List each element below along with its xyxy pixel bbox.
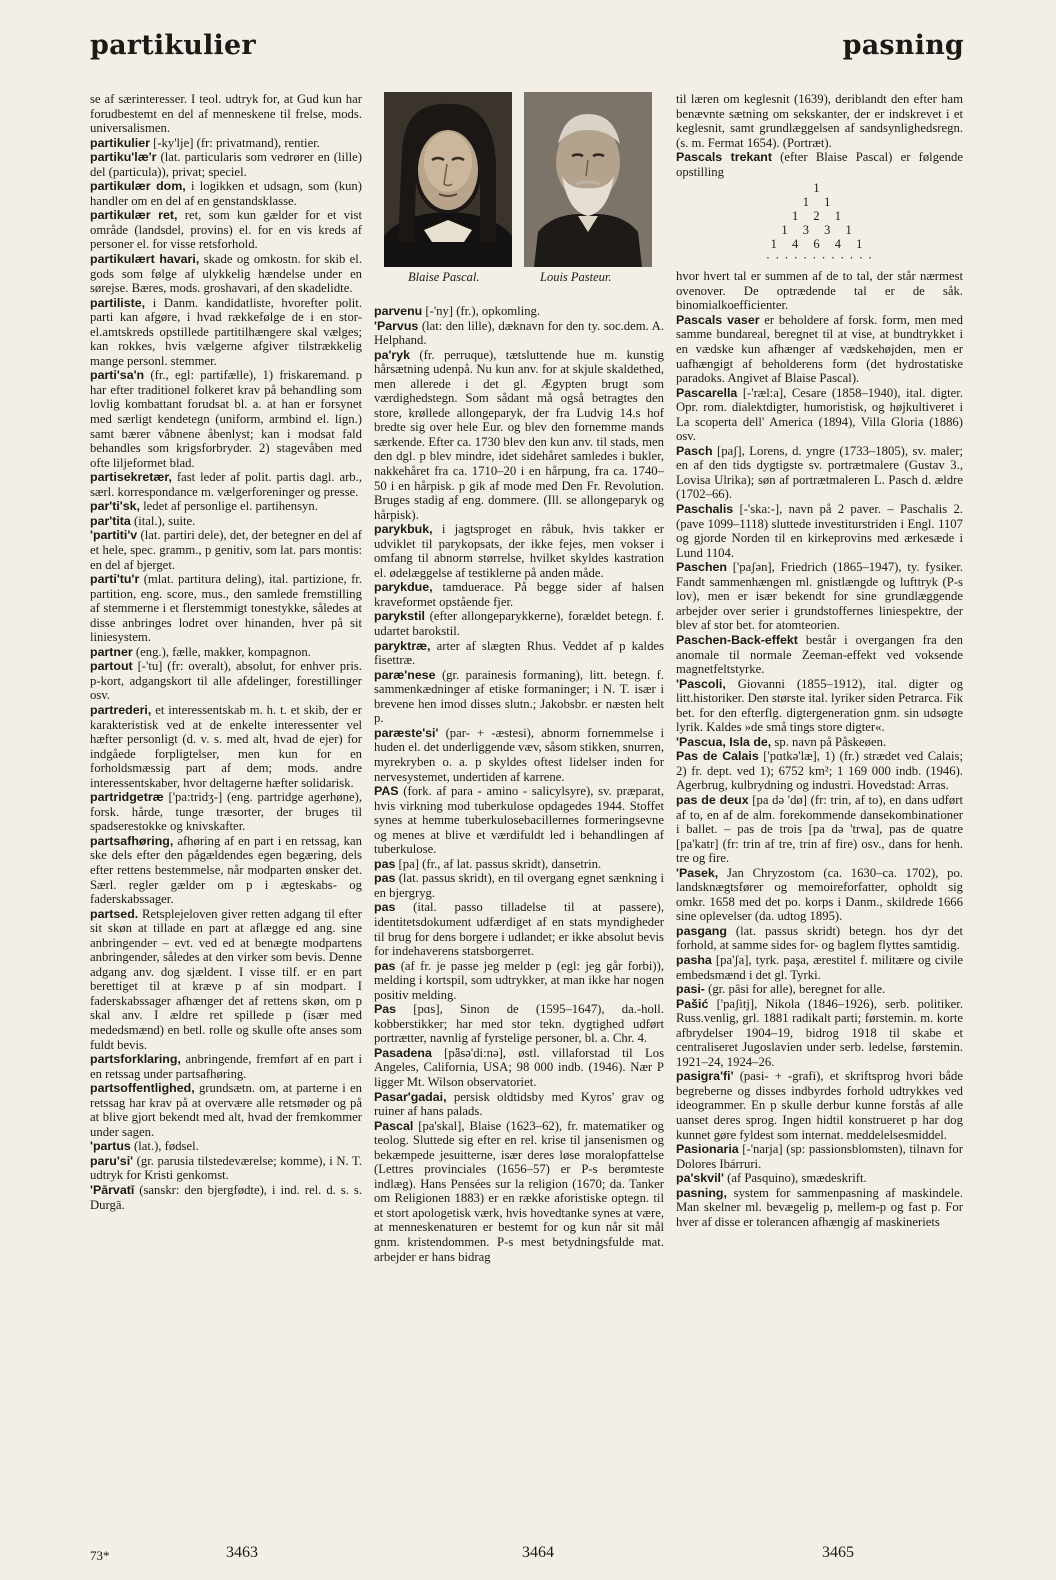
entry-definition: et interessentskab m. h. t. et skib, der er karakteristisk ved at de enkelte interessenter vel hæfter personligt (d. v. s. med alt, hvad de ejer) for indgåede forpligtelser, men kun for en forholdsmæssig part af dem; mods. andre interessentskaber, hvor deltagerne hæfter solidarisk. xyxy=(90,702,362,790)
dictionary-entry xyxy=(676,982,963,997)
entry-headword: partsoffentlighed, xyxy=(90,1081,195,1096)
dictionary-entry xyxy=(676,502,963,560)
entry-definition: består i overgangen fra den anomale til normale Zeeman-effekt ved voksende magnetfeltstyrke. xyxy=(676,632,963,677)
entry-definition: [pǟsə'di:nə], østl. villaforstad til Los Angeles, California, USA; 98 000 indb. (1946). Nær P ligger Mt. Wilson observatoriet. xyxy=(374,1045,665,1089)
dictionary-entry xyxy=(374,959,664,1003)
dictionary-entry xyxy=(676,1142,963,1171)
dictionary-entry xyxy=(676,386,963,444)
column-1 xyxy=(90,92,362,1212)
entry-definition: ledet af personlige el. partihensyn. xyxy=(143,499,318,514)
entry-definition: arter af slægten Rhus. Veddet af p kaldes fisettræ. xyxy=(374,638,664,668)
entry-definition: [pa] (fr., af lat. passus skridt), dansetrin. xyxy=(398,856,602,871)
entry-headword: paru'si' xyxy=(90,1153,134,1168)
entry-headword: par'tita xyxy=(90,513,131,528)
entry-definition: system for sammenpasning af maskindele. Man skelner ml. bevægelig p, mellem-p og fast p. For hver af disse er tolerancen afhængig af maskineriets xyxy=(676,1185,963,1229)
entry-definition: (lat. partiri dele), det, der betegner en del af et hele, spec. gramm., p genitiv, som lat. pars montis: en del af bjerget. xyxy=(90,528,362,572)
entry-headword: paræ'nese xyxy=(374,667,436,682)
dictionary-entry xyxy=(90,499,362,514)
dictionary-entry xyxy=(374,1002,664,1046)
entry-definition: (eng.), fælle, makker, kompagnon. xyxy=(135,644,311,659)
dictionary-entry xyxy=(90,136,362,151)
entry-definition: (ital. passo tilladelse til at passere), identitetsdokument udfærdiget af en stats myndigheder til brug for dens borgere i udlandet; er ikke absolut bevis for indehaverens statsborgerret. xyxy=(374,900,664,959)
entry-headword: partiliste, xyxy=(90,295,146,310)
entry-definition: afhøring af en part i en retssag, kan ske dels efter den pågældendes egen begæring, dels efter rettens bestemmelse, når modparten ønsker det. Særl. regler gælder om p i ægteskabs- og faderskabssager. xyxy=(90,833,363,907)
entry-definition: (af fr. je passe jeg melder p (egl: jeg går forbi)), melding i kortspil, som udtrykker, at man ikke har nogen positiv melding. xyxy=(374,958,664,1002)
dictionary-entry xyxy=(374,668,664,726)
entry-definition: fast leder af polit. partis dagl. arb., særl. korrespondance m. vælgerforeninger og presse. xyxy=(90,470,362,499)
dictionary-entry xyxy=(676,793,963,866)
dictionary-entry xyxy=(90,907,362,1052)
portrait-pasteur-image xyxy=(524,92,652,267)
entry-definition: i jagtsproget en råbuk, hvis takker er udviklet til parykopsats, der ikke fejes, men vokser i omfang til abnorm størrelse, hvilket skyldes kastration el. ødelæggelse af testiklerne på anden måde. xyxy=(374,522,664,580)
dictionary-entry xyxy=(90,1081,362,1139)
entry-definition: (ital.), suite. xyxy=(134,513,196,528)
entry-definition: ['paʃən], Friedrich (1865–1947), ty. fysiker. Fandt sammenhængen ml. gnistlængde og lufttryk (P-s lov), men er især bekendt for sine grundlæggende arbejder over serier i grundstoffernes liniespektre, der blev af stor bet. for atomteorien. xyxy=(676,560,963,633)
column-2-entries xyxy=(374,304,664,1264)
entry-definition: se af særinteresser. I teol. udtryk for, at Gud kun har forudbestemt en del af menneskene til frelse, mods. universalismen. xyxy=(90,92,362,136)
dictionary-entry xyxy=(374,304,664,319)
column-3-entries-top xyxy=(676,92,963,179)
dictionary-entry xyxy=(90,1052,362,1081)
running-head-left: partikulier xyxy=(90,30,256,61)
entry-definition: (fork. af para - amino - salicylsyre), sv. præparat, hvis virkning mod tuberkulose opdagedes 1944. Stoffet synes at hemme tuberkulosebacillernes formeringsevne og menes at blive et værdifuldt led i behandlingen af tuberkulose. xyxy=(374,784,665,857)
entry-definition: persisk oldtidsby med Kyros' grav og ruiner af hans palads. xyxy=(374,1089,664,1119)
entry-headword: partout xyxy=(90,659,133,674)
entry-headword: 'partus xyxy=(90,1139,131,1154)
dictionary-entry xyxy=(374,319,664,348)
dictionary-entry xyxy=(676,677,963,735)
entry-definition: ['pa:tridʒ-] (eng. partridge agerhøne), forsk. hårde, tunge træsorter, der bruges til spadserestokke og knivskafter. xyxy=(90,790,362,834)
dictionary-entry xyxy=(676,735,963,750)
entry-headword: 'Pascoli, xyxy=(676,676,726,691)
entry-headword: Pasadena xyxy=(374,1045,432,1060)
dictionary-entry xyxy=(90,834,362,907)
dictionary-entry xyxy=(374,1090,664,1119)
dictionary-entry xyxy=(676,953,963,982)
dictionary-entry xyxy=(676,997,963,1070)
entry-definition: Giovanni (1855–1912), ital. digter og litt.historiker. Den største ital. lyriker siden Petrarca. Fik bet. for den efterflg. digtergeneration gnm. sin udsøgte lyrik. Kaldes »de små tings store digter«. xyxy=(676,676,963,735)
entry-definition: til læren om keglesnit (1639), deriblandt den efter ham benævnte sætning om sekskanter, der er indskrevet i et keglesnit, samt grundlæggelsen af sandsynlighedsregn. (s. m. Fermat 1654). (Portræt). xyxy=(676,92,963,150)
dictionary-entry xyxy=(90,252,362,296)
entry-headword: pasigra'fi' xyxy=(676,1069,734,1084)
entry-definition: [-ky'lje] (fr: privatmand), rentier. xyxy=(153,135,320,150)
entry-headword: Pascals trekant xyxy=(676,150,772,165)
caption-blaise-pascal: Blaise Pascal. xyxy=(408,270,480,284)
entry-headword: pasning, xyxy=(676,1185,727,1200)
entry-headword: parti'tu'r xyxy=(90,572,140,587)
dictionary-entry xyxy=(676,1171,963,1186)
entry-definition: hvor hvert tal er summen af de to tal, der står nærmest ovenover. De optrædende tal er de såk. binomialkoefficienter. xyxy=(676,269,963,313)
dictionary-entry xyxy=(90,470,362,499)
entry-headword: parykbuk, xyxy=(374,522,433,537)
entry-definition: (pasi- + -grafi), et skriftsprog hvori både begreberne og disses indbyrdes forhold udtrykkes ved ideogrammer. En p skulle derbur kunne forstås af alle uanset deres sprog. Ingen hidtil konstrueret p har dog kunnet gøre fyldest som internat. meddelelsesmiddel. xyxy=(676,1069,963,1142)
dictionary-entry xyxy=(676,866,963,924)
triangle-row: 1 xyxy=(813,181,826,196)
entry-headword: Paschen-Back-effekt xyxy=(676,632,798,647)
entry-definition: Retsplejeloven giver retten adgang til efter sit skøn at tillade en part at aflægge ed ang. sine anbringender – evt. ved ed at benægte modpartens anbringender, således at den virker som bevis. Denne adgang anv. dog sjældent. I visse tilf. er en part berettiget til at kræve p af sin modpart. I faderskabssager afhænger det af rettens skøn, om p skal anv. I ældre ret spillede p (især med mededsmænd) en betl. rolle og skulle ofte anses som fuldt bevis. xyxy=(90,906,363,1052)
dictionary-entry xyxy=(374,1119,664,1264)
entry-definition: [-'narja] (sp: passionsblomsten), tilnavn for Dolores Ibárruri. xyxy=(676,1142,964,1171)
entry-headword: pas de deux xyxy=(676,792,749,807)
entry-definition: (mlat. partitura deling), ital. partizione, fr. partition, eng. score, mus., den samlede fremstilling af stemmerne i et flerstemmigt tonestykke, således at disse anbringes lodret over hinanden, hver på sit liniesystem. xyxy=(90,572,362,645)
triangle-row: 1 1 xyxy=(802,195,837,210)
running-head-right: pasning xyxy=(842,30,964,61)
entry-definition: (lat. passus skridt), en til overgang egnet sænkning i en bjergryg. xyxy=(374,871,664,900)
entry-definition: anbringende, fremført af en part i en retssag under partsafhøring. xyxy=(90,1052,363,1081)
dictionary-entry xyxy=(676,444,963,502)
dictionary-entry xyxy=(90,659,362,703)
entry-headword: pas xyxy=(374,900,396,915)
entry-definition: sp. navn på Påskeøen. xyxy=(774,734,887,749)
entry-headword: paryktræ, xyxy=(374,638,431,653)
dictionary-entry xyxy=(374,609,664,638)
entry-definition: [pa'skal], Blaise (1623–62), fr. matematiker og teolog. Sluttede sig efter en rel. krise til jansenismen og bekæmpede jesuitterne, især deres løse moralopfattelse (Lettres provinciales (1656–57) er P-s berømteste indlæg). Hans Pensées sur la religion (1670; da. Tanker om Religionen 1883) er en række aforistiske optegn. til et stort apologetisk værk, hvis hovedtanke synes at være, at menneskenaturen er bestemt for og kun når sit mål gnm. kristendommen. P-s mest betydningsfulde mat. arbejder er hans bidrag xyxy=(374,1118,665,1264)
dictionary-entry xyxy=(90,703,362,790)
entry-headword: partsforklaring, xyxy=(90,1052,181,1067)
entry-headword: Pascal xyxy=(374,1118,414,1133)
entry-definition: (fr. perruque), tætsluttende hue m. kunstig hårsætning udenpå. Nu kun anv. for at skjule skaldethed, men allerede i det gl. Ægypten brugt som værdighedstegn. Som sådant må også betragtes den store, krøllede allongeparyk, der fra Ludvig 14.s hof bredte sig over hele Eur. og blev den fornemme mands særkende. Efter ca. 1730 blev den kun anv. til stads, men den dgl. p blev mindre, idet sidehåret samledes i bukler, nakkehåret fra ca. 1710–20 i en hårpung, fra ca. 1740–50 i en hårpisk. p gik af mode med Den Fr. Revolution. Bruges stadig af eng. dommere. (Ill. se allongeparyk og hårpisk). xyxy=(374,347,665,522)
entry-definition: tamduerace. På begge sider af halsen kraveformet opstående fjer. xyxy=(374,580,664,609)
dictionary-entry xyxy=(90,296,362,369)
entry-definition: (gr. parainesis formaning), litt. betegn. f. sammenkædninger af etiske formaninger; i N. T. især i brevene hen imod disses slutn.; Jakobsbr. er næsten helt p. xyxy=(374,667,665,726)
entry-definition: (lat: den lille), dæknavn for den ty. soc.dem. A. Helphand. xyxy=(374,318,664,348)
entry-definition: (sanskr: den bjergfødte), i ind. rel. d. s. s. Durgā. xyxy=(90,1183,362,1212)
entry-definition: [-'tu] (fr: overalt), absolut, for enhver pris. p-kort, adgangskort til alle afdelinger, forestillinger osv. xyxy=(90,659,362,703)
entry-headword: Pasch xyxy=(676,443,713,458)
entry-definition: [-'ny] (fr.), opkomling. xyxy=(425,304,541,318)
portrait-pascal-image xyxy=(384,92,512,267)
entry-headword: Pasionaria xyxy=(676,1142,739,1157)
entry-headword: 'Pasek, xyxy=(676,865,719,880)
entry-headword: paræste'si' xyxy=(374,725,439,740)
dictionary-entry xyxy=(676,749,963,793)
entry-definition: (lat.), fødsel. xyxy=(134,1139,199,1154)
dictionary-entry xyxy=(90,150,362,179)
portrait-blaise-pascal xyxy=(384,92,512,267)
dictionary-entry xyxy=(374,726,664,784)
entry-headword: pa'ryk xyxy=(374,347,411,362)
entry-headword: partiku'læ'r xyxy=(90,150,157,165)
entry-definition: (lat. passus skridt) betegn. hos dyr det forhold, at samme sides for- og baglem flyttes samtidig. xyxy=(676,923,963,953)
dictionary-entry xyxy=(676,560,963,633)
entry-definition: (efter allongeparykkerne), forældet betegn. f. udartet barokstil. xyxy=(374,609,665,639)
entry-headword: 'partiti'v xyxy=(90,528,138,543)
entry-definition: (lat. particularis som vedrører en (lille) del (particula)), privat; speciel. xyxy=(90,150,362,179)
dictionary-entry xyxy=(90,1183,362,1212)
column-3-entries-bottom xyxy=(676,269,963,1229)
entry-headword: partner xyxy=(90,644,133,659)
dictionary-entry xyxy=(676,92,963,150)
triangle-row: 1 3 3 1 xyxy=(781,223,858,238)
dictionary-entry xyxy=(90,1154,362,1183)
signature-mark: 73* xyxy=(90,1548,110,1563)
dictionary-entry xyxy=(374,900,664,958)
entry-definition: skade og omkostn. for skib el. gods som følge af ulykkelig hændelse under en sørejse. Bæres, mods. groshavari, af den skadelidte. xyxy=(90,252,363,296)
dictionary-entry xyxy=(676,1069,963,1142)
entry-headword: 'Pascua, Isla de, xyxy=(676,734,772,749)
caption-louis-pasteur: Louis Pasteur. xyxy=(540,270,612,284)
triangle-row: 1 4 6 4 1 xyxy=(770,237,869,252)
dictionary-entry xyxy=(676,269,963,313)
entry-definition: [pɑs], Sinon de (1595–1647), da.-holl. kobberstikker; har med stor tekn. dygtighed udført portrætter, navnlig af fyrstelige personer, bl. a. Chr. 4. xyxy=(374,1002,665,1046)
entry-definition: (gr. parusia tilstedeværelse; komme), i N. T. udtryk for Kristi genkomst. xyxy=(90,1153,363,1183)
dictionary-entry xyxy=(90,572,362,645)
entry-headword: partikulært havari, xyxy=(90,252,200,267)
entry-headword: par'ti'sk, xyxy=(90,499,140,514)
dictionary-entry xyxy=(90,1139,362,1154)
dictionary-entry xyxy=(90,208,362,252)
entry-headword: parykdue, xyxy=(374,580,433,595)
pascal-triangle xyxy=(676,181,963,265)
entry-headword: partikulier xyxy=(90,135,150,150)
dictionary-entry xyxy=(90,645,362,660)
entry-headword: Pašić xyxy=(676,996,709,1011)
entry-definition: ['paʃitj], Nikola (1846–1926), serb. politiker. Russ.venlig, grl. 1881 radikalt parti; førstemin. m. korte afbrydelser 1904–19, bidrog 1918 til skabe et centraliseret Jugoslavien under serb. ledelse, førstemin. 1921–24, 1924–26. xyxy=(676,996,964,1069)
entry-definition: Jan Chryzostom (ca. 1630–ca. 1702), po. landsknægtsfører og memoireforfatter, opholdt sig omkr. 1658 med det po. korps i Danm., skildrede 1666 sine oplevelser (da. udtog 1895). xyxy=(676,865,963,924)
entry-definition: ret, som kun gælder for et vist område (landsdel, provins) el. for en vis kreds af personer el. for visse retsforhold. xyxy=(90,208,362,252)
entry-headword: Pas xyxy=(374,1002,397,1017)
dictionary-entry xyxy=(374,348,664,523)
dictionary-entry xyxy=(676,924,963,953)
entry-headword: pas xyxy=(374,958,396,973)
entry-headword: partridgetræ xyxy=(90,790,164,805)
dictionary-entry xyxy=(90,179,362,208)
dictionary-entry xyxy=(374,1046,664,1090)
entry-definition: (par- + -æstesi), abnorm fornemmelse i huden el. det underliggende væv, såsom stikken, snurren, myrekryben o. a. p skyldes oftest lidelser inden for nervesystemet, undertiden af karrene. xyxy=(374,725,664,784)
entry-headword: Paschen xyxy=(676,560,727,575)
dictionary-entry xyxy=(374,522,664,580)
entry-headword: Pascarella xyxy=(676,385,738,400)
dictionary-entry xyxy=(676,150,963,179)
dictionary-entry xyxy=(676,1186,963,1230)
entry-definition: (efter Blaise Pascal) er følgende opstilling xyxy=(676,150,964,179)
entry-headword: Paschalis xyxy=(676,502,734,517)
entry-headword: partsafhøring, xyxy=(90,833,174,848)
entry-definition: [-'ræl:a], Cesare (1858–1940), ital. digter. Opr. rom. dialektdigter, humoristisk, og højkultiveret i La scoperta dell' America (1894), Villa Gloria (1886) osv. xyxy=(676,385,963,444)
entry-definition: er beholdere af forsk. form, men med samme bundareal, beregnet til at vise, at bundtrykket i en vædske kun afhænger af vædskehøjden, men er uafhængigt af beholderens form (det hydrostatiske paradoks. Angivet af Blaise Pascal). xyxy=(676,312,963,386)
dictionary-entry xyxy=(374,857,664,872)
entry-headword: 'Parvus xyxy=(374,318,419,333)
entry-headword: partsed. xyxy=(90,906,139,921)
entry-definition: i Danm. kandidatliste, hvorefter polit. parti kan afgøre, i hvad rækkefølge de i en stor-el.amtskreds opstillede partitilhængere skal vælges; kan rokkes, hvis vælgerne afgiver tilstrækkelig mange personl. stemmer. xyxy=(90,295,362,368)
page-number-left: 3463 xyxy=(226,1544,258,1561)
portrait-louis-pasteur xyxy=(524,92,652,267)
entry-headword: parykstil xyxy=(374,609,425,624)
entry-headword: partikulær dom, xyxy=(90,179,186,194)
entry-headword: pasi- xyxy=(676,982,705,997)
entry-definition: (af Pasquino), smædeskrift. xyxy=(727,1171,867,1186)
entry-headword: partikulær ret, xyxy=(90,208,178,223)
entry-headword: pa'skvil' xyxy=(676,1171,724,1186)
entry-headword: partrederi, xyxy=(90,702,152,717)
dictionary-entry xyxy=(90,92,362,136)
page-number-right: 3465 xyxy=(822,1544,854,1561)
dictionary-entry xyxy=(676,633,963,677)
dictionary-entry xyxy=(90,368,362,470)
dictionary-entry xyxy=(90,528,362,572)
entry-headword: pas xyxy=(374,856,396,871)
dictionary-entry xyxy=(374,784,664,857)
triangle-row: · · · · · · · · · · · · xyxy=(765,251,874,266)
entry-headword: Pas de Calais xyxy=(676,749,759,764)
entry-definition: ['pɑtkə'læ], 1) (fr.) strædet ved Calais; 2) fr. dept. ved 1); 6752 km²; 1 169 000 indb. (1946). Agerbrug, kulbrydning og industri. Hovedstad: Arras. xyxy=(676,749,963,793)
entry-headword: pasha xyxy=(676,952,712,967)
dictionary-entry xyxy=(90,514,362,529)
dictionary-entry xyxy=(374,580,664,609)
entry-definition: [-'ska:-], navn på 2 paver. – Paschalis 2. (pave 1099–1118) sluttede investiturstriden i Engl. 1107 og gjorde Norden til en kirkeprovins med ærkesæde i Lund 1104. xyxy=(676,502,963,560)
dictionary-entry xyxy=(90,790,362,834)
page-number-center: 3464 xyxy=(522,1544,554,1561)
entry-definition: [pa də 'dø] (fr: trin, af to), en dans udført af to, en af de alm. forekommende dansekombinationer i ballet. – pas de trois [pa də 'trwa], pas de quatre [pa'katr] (fr: trin af tre, trin af fire) osv., dans for henh. tre og fire. xyxy=(676,792,963,866)
column-3 xyxy=(676,92,963,1229)
entry-definition: [pa'ʃa], tyrk. paşa, ærestitel f. militære og civile embedsmænd i det gl. Tyrki. xyxy=(676,952,964,982)
entry-definition: (gr. pâsi for alle), beregnet for alle. xyxy=(708,982,886,997)
entry-headword: PAS xyxy=(374,784,399,799)
entry-definition: grundsætn. om, at parterne i en retssag har krav på at overvære alle retsmøder og på at blive gjort bekendt med alt, hvad der fremkommer under sagen. xyxy=(90,1081,363,1139)
dictionary-entry xyxy=(374,871,664,900)
entry-definition: (fr., egl: partifælle), 1) friskaremand. p har efter traditionel folkeret krav på behandling som lovlig kombattant forudsat bl. a. at han er forsynet med særligt kendetegn (uniform, armbind el. lign.) samt bærer våbnene åbenlyst; kan i modsat fald behandles som krigsforbryder. 2) stagevåben med ofte liljeformet blad. xyxy=(90,368,363,470)
entry-headword: Pasar'gadai, xyxy=(374,1089,447,1104)
entry-definition: [paʃ], Lorens, d. yngre (1733–1805), sv. maler; en af den tids dygtigste sv. portrætmalere (Gustav 3., Lovisa Ulrika); søn af portrætmaleren L. Pasch d. ældre (1702–66). xyxy=(676,443,963,502)
entry-headword: partisekretær, xyxy=(90,470,172,485)
entry-headword: pasgang xyxy=(676,923,727,938)
entry-headword: parti'sa'n xyxy=(90,368,145,383)
entry-headword: parvenu xyxy=(374,304,423,318)
entry-headword: pas xyxy=(374,871,396,886)
entry-headword: Pascals vaser xyxy=(676,312,760,327)
entry-definition: i logikken et udsagn, som (kun) handler om en del af en genstandsklasse. xyxy=(90,179,362,208)
triangle-row: 1 2 1 xyxy=(792,209,847,224)
entry-headword: 'Pārvatī xyxy=(90,1183,135,1198)
portrait-figure xyxy=(384,92,652,292)
dictionary-entry xyxy=(676,313,963,386)
dictionary-entry xyxy=(374,639,664,668)
